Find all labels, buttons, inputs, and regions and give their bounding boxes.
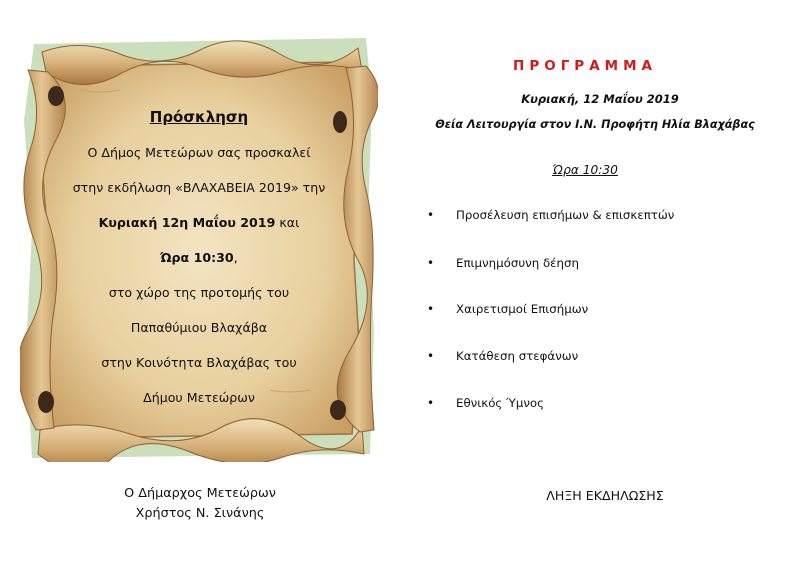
- invitation-line-5: στο χώρο της προτομής του: [108, 285, 290, 300]
- bullet-icon: •: [427, 256, 435, 270]
- invitation-line-4-rest: ,: [233, 250, 238, 265]
- programme-item-text: Προσέλευση επισήμων & επισκεπτών: [456, 208, 675, 222]
- invitation-scroll: [20, 30, 378, 462]
- programme-title: ΠΡΟΓΡΑΜΜΑ: [513, 58, 657, 74]
- programme-item-text: Επιμνημόσυνη δέηση: [456, 256, 579, 270]
- list-item: [425, 302, 765, 322]
- invitation-title: Πρόσκληση: [149, 108, 249, 126]
- list-item: [425, 256, 765, 276]
- bullet-icon: •: [427, 396, 435, 410]
- programme-time: Ώρα 10:30: [552, 163, 618, 177]
- invitation-line-6: Παπαθύμιου Βλαχάβα: [130, 320, 268, 335]
- programme-item-text: Εθνικός Ύμνος: [456, 396, 545, 410]
- event-time: Ώρα 10:30: [160, 250, 234, 265]
- programme-liturgy: Θεία Λειτουργία στον Ι.Ν. Προφήτη Ηλία Βλαχάβας: [435, 118, 755, 131]
- programme-item-text: Κατάθεση στεφάνων: [456, 349, 579, 363]
- programme-date: Κυριακή, 12 Μαΐου 2019: [521, 92, 679, 106]
- mayor-name: Χρήστος Ν. Σινάνης: [135, 506, 265, 521]
- bullet-icon: •: [427, 349, 435, 363]
- mayor-role: Ο Δήμαρχος Μετεώρων: [124, 486, 276, 501]
- list-item: [425, 349, 765, 369]
- bullet-icon: •: [427, 208, 435, 222]
- programme-item-text: Χαιρετισμοί Επισήμων: [456, 302, 589, 316]
- invitation-text: [60, 100, 338, 440]
- invitation-line-3: [40, 215, 358, 230]
- list-item: [425, 208, 765, 228]
- invitation-line-8: Δήμου Μετεώρων: [143, 390, 255, 405]
- event-end-label: ΛΗΞΗ ΕΚΔΗΛΩΣΗΣ: [546, 488, 664, 503]
- invitation-line-7: στην Κοινότητα Βλαχάβας του: [101, 355, 297, 370]
- event-date: Κυριακή 12η Μαΐου 2019: [98, 215, 276, 230]
- invitation-line-3-rest: και: [275, 215, 300, 230]
- invitation-line-1: Ο Δήμος Μετεώρων σας προσκαλεί: [87, 145, 311, 160]
- bullet-icon: •: [427, 302, 435, 316]
- list-item: [425, 396, 765, 416]
- invitation-line-2: στην εκδήλωση «ΒΛΑΧΑΒΕΙΑ 2019» την: [72, 180, 326, 195]
- invitation-line-4: [40, 250, 358, 265]
- signature-block: [90, 484, 310, 524]
